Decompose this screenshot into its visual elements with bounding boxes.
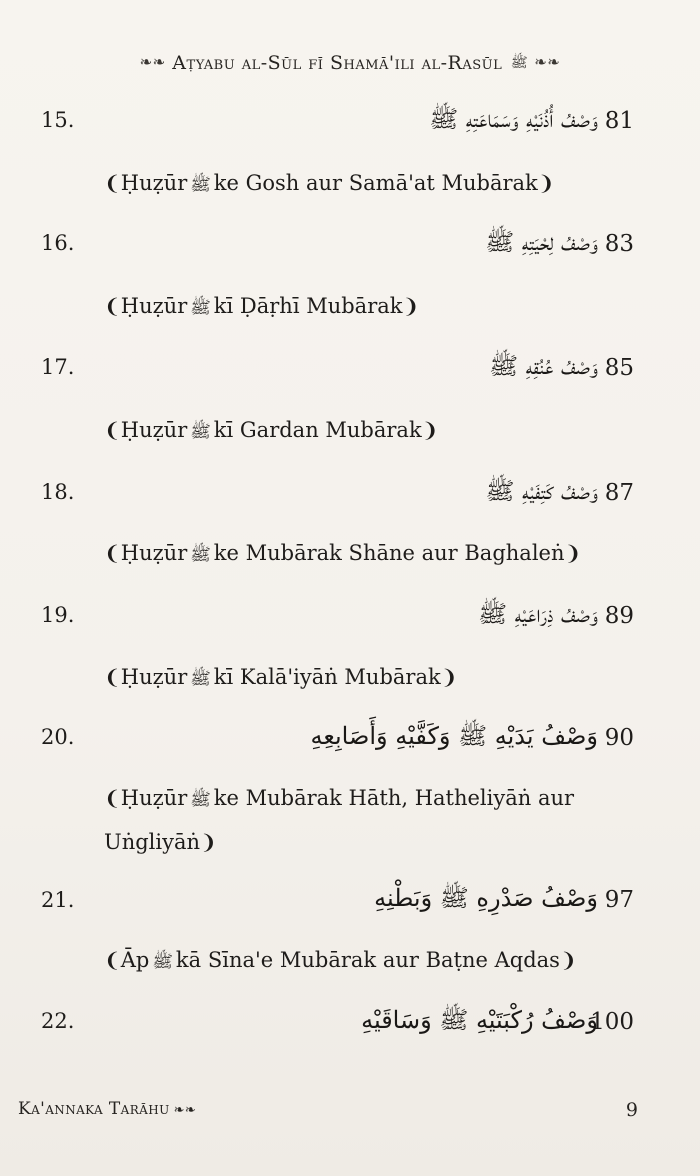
translation-text: kā Sīna'e Mubārak aur Baṭne Aqdas bbox=[175, 948, 560, 972]
entry-arabic-title: وَصْفُ يَدَيْهِ ﷺ وَكَفَّيْهِ وَأَصَابِعِهِ bbox=[310, 722, 598, 750]
entry-number: 22. bbox=[41, 1009, 75, 1033]
header-title: Aṭyabu al-Sūl fī Shamā'ili al-Rasūl bbox=[172, 52, 503, 74]
honorific-glyph: ﷺ bbox=[190, 669, 211, 689]
entry-page-number: 89 bbox=[604, 603, 634, 629]
entry-page-number: 85 bbox=[604, 355, 634, 381]
entry-number: 21. bbox=[41, 888, 75, 912]
translation-text-continued: Uṅgliyāṅ bbox=[104, 830, 201, 854]
entry-page-number: 83 bbox=[604, 231, 634, 257]
entry-translation bbox=[104, 285, 594, 329]
translation-text: ke Mubārak Shāne aur Baghaleṅ bbox=[213, 541, 565, 565]
bracket-close: ❩ bbox=[421, 418, 439, 442]
bracket-open: ❨ bbox=[104, 541, 121, 565]
entry-number: 19. bbox=[41, 603, 75, 627]
entry-page-number: 97 bbox=[604, 887, 634, 913]
bracket-close: ❩ bbox=[402, 294, 420, 318]
translation-prefix: Ḥuẓūr bbox=[120, 665, 188, 689]
running-header bbox=[0, 52, 700, 74]
honorific-glyph: ﷺ bbox=[190, 175, 211, 195]
bracket-close: ❩ bbox=[200, 830, 217, 854]
entry-number: 20. bbox=[41, 725, 75, 749]
entry-arabic-title: وَصْفُ ذِرَاعَيْهِ ﷺ bbox=[478, 600, 598, 628]
translation-prefix: Ḥuẓūr bbox=[120, 171, 188, 195]
entry-arabic-title: وَصْفُ رُكْبَتَيْهِ ﷺ وَسَاقَيْهِ bbox=[361, 1006, 598, 1034]
entry-number: 17. bbox=[41, 355, 75, 379]
bracket-open: ❨ bbox=[104, 294, 121, 318]
honorific-glyph: ﷺ bbox=[152, 952, 173, 972]
entry-arabic-title: وَصْفُ لِحْيَتِهِ ﷺ bbox=[485, 228, 598, 256]
translation-prefix: Ḥuẓūr bbox=[120, 541, 188, 565]
honorific-glyph: ﷺ bbox=[190, 545, 211, 565]
entry-translation bbox=[104, 532, 594, 576]
translation-text: ke Mubārak Hāth, Hatheliyāṅ aur bbox=[213, 786, 575, 810]
entry-number: 15. bbox=[41, 108, 75, 132]
bracket-open: ❨ bbox=[104, 948, 121, 972]
translation-text: kī Ḍāṛhī Mubārak bbox=[213, 294, 403, 318]
header-ornament-right: ❧❧ bbox=[534, 53, 561, 71]
bracket-close: ❩ bbox=[564, 541, 582, 565]
translation-text: kī Kalā'iyāṅ Mubārak bbox=[213, 665, 441, 689]
entry-arabic-title: وَصْفُ صَدْرِهِ ﷺ وَبَطْنِهِ bbox=[374, 884, 598, 912]
bracket-close: ❩ bbox=[440, 665, 458, 689]
translation-prefix: Ḥuẓūr bbox=[120, 294, 188, 318]
entry-arabic-title: وَصْفُ كَتِفَيْهِ ﷺ bbox=[485, 477, 598, 505]
footer-book-title: Ka'annaka Tarāhu bbox=[18, 1099, 170, 1119]
bracket-close: ❩ bbox=[537, 171, 555, 195]
bracket-open: ❨ bbox=[104, 171, 121, 195]
translation-text: ke Gosh aur Samā'at Mubārak bbox=[213, 171, 538, 195]
translation-prefix: Ḥuẓūr bbox=[120, 418, 188, 442]
honorific-glyph: ﷺ bbox=[190, 422, 211, 442]
bracket-open: ❨ bbox=[104, 786, 121, 810]
entry-translation bbox=[104, 162, 594, 206]
entry-translation bbox=[104, 409, 594, 453]
bracket-open: ❨ bbox=[104, 665, 121, 689]
entry-arabic-title: وَصْفُ أُذُنَيْهِ وَسَمَاعَتِهِ ﷺ bbox=[429, 105, 598, 133]
translation-prefix: Āp bbox=[120, 948, 150, 972]
honorific-glyph: ﷺ bbox=[190, 790, 211, 810]
running-footer-title bbox=[18, 1099, 196, 1119]
honorific-glyph: ﷺ bbox=[190, 298, 211, 318]
header-honorific: ﷺ bbox=[510, 55, 528, 71]
footer-page-number: 9 bbox=[625, 1099, 638, 1121]
entry-translation bbox=[104, 656, 594, 700]
translation-text: kī Gardan Mubārak bbox=[213, 418, 422, 442]
bracket-open: ❨ bbox=[104, 418, 121, 442]
entry-page-number: 90 bbox=[604, 725, 634, 751]
entry-arabic-title: وَصْفُ عُنُقِهِ ﷺ bbox=[489, 352, 598, 380]
footer-ornament: ❧❧ bbox=[173, 1103, 197, 1118]
translation-prefix: Ḥuẓūr bbox=[120, 786, 188, 810]
entry-page-number: 87 bbox=[604, 480, 634, 506]
entry-translation bbox=[104, 777, 594, 863]
entry-page-number: 100 bbox=[590, 1009, 634, 1035]
entry-page-number: 81 bbox=[604, 108, 634, 134]
entry-translation bbox=[104, 939, 594, 983]
entry-number: 16. bbox=[41, 231, 75, 255]
entry-number: 18. bbox=[41, 480, 75, 504]
header-ornament-left: ❧❧ bbox=[139, 53, 166, 71]
bracket-close: ❩ bbox=[559, 948, 577, 972]
